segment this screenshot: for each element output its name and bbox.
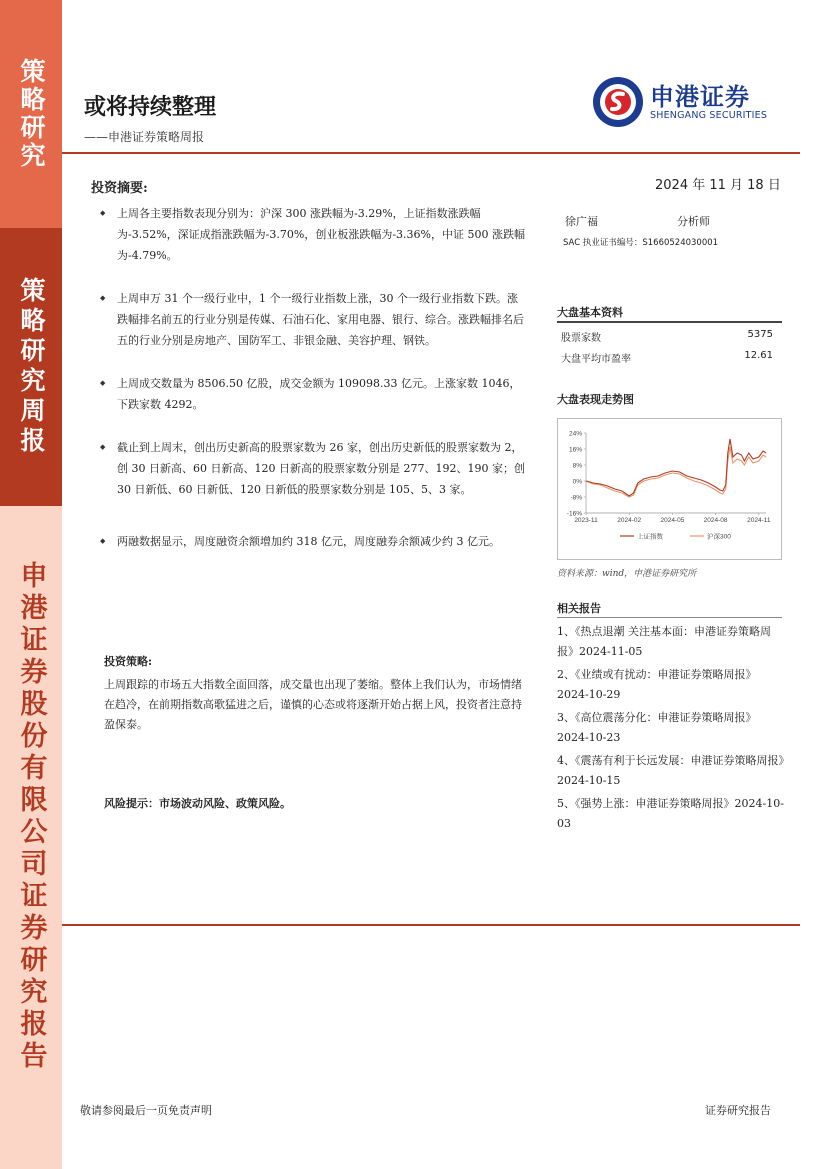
summary-bullet: ◆ 两融数据显示，周度融资余额增加约 318 亿元，周度融券余额减少约 3 亿元。 <box>100 531 528 552</box>
footer-disclaimer: 敬请参阅最后一页免责声明 <box>80 1104 212 1117</box>
chart-x-tick-label: 2024-08 <box>703 517 728 524</box>
chart-source: 资料来源：wind，申港证券研究所 <box>557 569 697 579</box>
side-band-middle-label: 策略研究周报 <box>17 277 46 457</box>
chart-heading: 大盘表现走势图 <box>557 393 634 406</box>
related-heading: 相关报告 <box>557 602 601 615</box>
summary-bullet: ◆ 上周申万 31 个一级行业中，1 个一级行业指数上涨，30 个一级行业指数下跌。涨跌幅排名前五的行业分别是传媒、石油石化、家用电器、银行、综合。涨跌幅排名后五的行业分别是房地产、国防军工、非银金融、美容护理、钢铁。 <box>100 288 528 351</box>
chart-legend-label: 上证指数 <box>637 533 663 541</box>
analyst-role: 分析师 <box>677 215 710 228</box>
chart-y-tick-label: 24% <box>568 430 582 438</box>
chart-y-tick-label: -8% <box>570 494 582 502</box>
strategy-text: 上周跟踪的市场五大指数全面回落，成交量也出现了萎缩。整体上我们认为，市场情绪在趋冷，在前期指数高歌猛进之后，谨慎的心态或将逐渐开始占据上风，投资者注意持盈保泰。 <box>104 678 522 731</box>
summary-bullet: ◆ 上周各主要指数表现分别为：沪深 300 涨跌幅为-3.29%，上证指数涨跌幅为-3.52%，深证成指涨跌幅为-3.70%，创业板涨跌幅为-3.36%，中证 500 涨跌幅为-4.79%。 <box>100 203 528 266</box>
basic-info-row <box>561 329 773 344</box>
basic-info-label: 大盘平均市盈率 <box>561 354 631 365</box>
side-band-top-label: 策略研究 <box>17 58 46 170</box>
related-report-link[interactable]: 2、《业绩或有扰动：申港证券策略周报》2024-10-29 <box>557 668 757 701</box>
risk-warning: 风险提示：市场波动风险、政策风险。 <box>104 797 291 810</box>
summary-bullet: ◆ 上周成交数量为 8506.50 亿股，成交金额为 109098.33 亿元。上涨家数 1046，下跌家数 4292。 <box>100 373 528 415</box>
summary-bullets <box>100 203 528 574</box>
side-band-bottom <box>0 506 62 1169</box>
chart-series-line <box>586 439 766 496</box>
related-divider <box>557 617 782 618</box>
footer-divider <box>62 924 800 926</box>
basic-info-label: 股票家数 <box>561 333 601 344</box>
strategy-heading: 投资策略: <box>104 655 153 668</box>
logo-name-en: SHENGANG SECURITIES <box>650 110 768 121</box>
basic-info-row <box>561 350 773 365</box>
chart-y-tick-label: -16% <box>566 510 582 518</box>
market-trend-chart <box>557 418 782 560</box>
related-report-link[interactable]: 4、《震荡有利于长远发展：申港证券策略周报》2024-10-15 <box>557 754 784 787</box>
analyst-sac-number: SAC 执业证书编号：S1660524030001 <box>563 238 719 248</box>
basic-info-value: 5375 <box>747 329 773 340</box>
footer-label: 证券研究报告 <box>705 1104 771 1117</box>
side-band-top <box>0 0 62 228</box>
side-band-middle <box>0 228 62 506</box>
related-report-link[interactable]: 1、《热点退潮 关注基本面：申港证券策略周报》2024-11-05 <box>557 625 771 658</box>
report-title: 或将持续整理 <box>84 94 217 120</box>
logo-name-cn: 申港证券 <box>650 83 750 111</box>
header-divider <box>62 152 800 154</box>
summary-bullet: ◆ 截止到上周末，创出历史新高的股票家数为 26 家，创出历史新低的股票家数为 2，创 30 日新高、60 日新高、120 日新高的股票家数分别是 277、192、190 家；创 30 日新低、60 日新低、120 日新低的股票家数分别是 105、5、3 家。 <box>100 437 528 500</box>
basic-info-heading: 大盘基本资料 <box>557 306 623 319</box>
chart-y-tick-label: 16% <box>568 446 582 454</box>
chart-x-tick-label: 2023-11 <box>574 517 598 524</box>
basic-info-divider <box>557 321 782 323</box>
related-reports <box>557 622 785 837</box>
market-trend-svg <box>558 419 781 559</box>
chart-x-tick-label: 2024-11 <box>747 517 771 524</box>
summary-heading: 投资摘要: <box>91 181 148 196</box>
chart-x-tick-label: 2024-05 <box>660 517 685 524</box>
related-report-link[interactable]: 3、《高位震荡分化：申港证券策略周报》2024-10-23 <box>557 711 757 744</box>
chart-legend-label: 沪深300 <box>707 533 731 541</box>
report-subtitle: ——申港证券策略周报 <box>84 130 205 144</box>
chart-y-tick-label: 0% <box>572 478 582 486</box>
chart-x-tick-label: 2024-02 <box>617 517 642 524</box>
report-date: 2024 年 11 月 18 日 <box>655 178 781 193</box>
related-report-link[interactable]: 5、《强势上涨：申港证券策略周报》2024-10-03 <box>557 797 784 830</box>
side-band-bottom-label: 申港证券股份有限公司证券研究报告 <box>15 561 47 1073</box>
analyst-name: 徐广福 <box>565 215 598 228</box>
chart-y-tick-label: 8% <box>572 462 582 470</box>
basic-info-value: 12.61 <box>744 350 773 361</box>
company-logo <box>592 74 792 130</box>
logo-emblem-icon <box>592 76 644 128</box>
